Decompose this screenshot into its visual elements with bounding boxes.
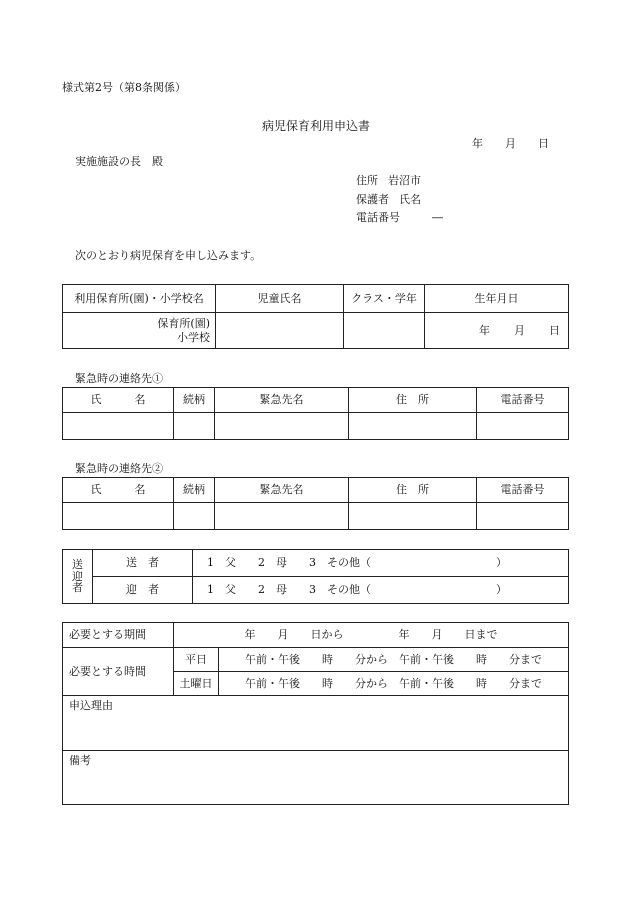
e2-name-cell[interactable] xyxy=(63,503,174,530)
dropoff-close-paren: ） xyxy=(496,556,507,570)
saturday-label: 土曜日 xyxy=(174,672,219,696)
e1-relation-cell[interactable] xyxy=(174,413,215,440)
e2-phone-cell[interactable] xyxy=(477,503,569,530)
e2-contact-name-cell[interactable] xyxy=(215,503,349,530)
school-line1: 保育所(園) xyxy=(157,316,210,330)
dropoff-options-text: 1 父 2 母 3 その他（ xyxy=(207,556,371,570)
emergency2-title: 緊急時の連絡先② xyxy=(75,462,163,475)
guardian-label: 保護者 xyxy=(356,193,389,206)
header-child-name: 児童氏名 xyxy=(216,285,344,313)
notes-cell[interactable] xyxy=(63,751,569,805)
page-title: 病児保育利用申込書 xyxy=(262,119,371,133)
time-label: 必要とする時間 xyxy=(63,648,174,696)
e1-name-cell[interactable] xyxy=(63,413,174,440)
e1-header-contact-name: 緊急先名 xyxy=(215,388,349,413)
dropoff-label: 送 者 xyxy=(93,550,193,577)
e2-header-contact-name: 緊急先名 xyxy=(215,478,349,503)
birth-month: 月 xyxy=(514,323,525,337)
applicant-phone xyxy=(356,212,443,223)
e1-address-cell[interactable] xyxy=(349,413,477,440)
e2-header-name: 氏 名 xyxy=(63,478,174,503)
guardian-name-label: 氏名 xyxy=(399,193,421,206)
date-line xyxy=(472,138,549,149)
applicant-address xyxy=(356,175,421,186)
child-name-cell[interactable] xyxy=(216,313,344,349)
header-school: 利用保育所(園)・小学校名 xyxy=(63,285,216,313)
period-label: 必要とする期間 xyxy=(63,623,174,648)
emergency1-title: 緊急時の連絡先① xyxy=(75,372,163,385)
transport-table xyxy=(62,549,569,604)
e1-header-address: 住 所 xyxy=(349,388,477,413)
transport-side-char-1: 送 xyxy=(72,558,83,572)
reason-cell[interactable] xyxy=(63,696,569,751)
transport-side-char-3: 者 xyxy=(72,581,83,595)
e2-address-cell[interactable] xyxy=(349,503,477,530)
dropoff-options[interactable] xyxy=(193,550,569,577)
pickup-close-paren: ） xyxy=(496,583,507,597)
e2-header-phone: 電話番号 xyxy=(477,478,569,503)
schedule-table xyxy=(62,622,569,805)
pickup-label: 迎 者 xyxy=(93,577,193,604)
class-grade-cell[interactable] xyxy=(344,313,425,349)
birth-day: 日 xyxy=(549,323,560,337)
date-year-label: 年 xyxy=(472,137,483,150)
weekday-time[interactable]: 午前・午後 時 分から 午前・午後 時 分まで xyxy=(219,648,569,672)
address-value: 岩沼市 xyxy=(388,174,421,187)
weekday-label: 平日 xyxy=(174,648,219,672)
e1-header-relation: 続柄 xyxy=(174,388,215,413)
emergency1-table xyxy=(62,387,569,440)
header-class-grade: クラス・学年 xyxy=(344,285,425,313)
e1-header-phone: 電話番号 xyxy=(477,388,569,413)
reason-label: 申込理由 xyxy=(69,699,113,712)
saturday-time[interactable]: 午前・午後 時 分から 午前・午後 時 分まで xyxy=(219,672,569,696)
address-label: 住所 xyxy=(356,174,378,187)
applicant-guardian xyxy=(356,194,421,205)
form-number: 様式第2号（第8条関係） xyxy=(62,81,186,94)
transport-side-char-2: 迎 xyxy=(72,569,83,583)
child-table xyxy=(62,284,569,349)
intro-text: 次のとおり病児保育を申し込みます。 xyxy=(75,249,262,262)
school-cell[interactable] xyxy=(63,313,216,349)
pickup-options[interactable] xyxy=(193,577,569,604)
notes-label: 備考 xyxy=(69,754,91,767)
e1-contact-name-cell[interactable] xyxy=(215,413,349,440)
period-value[interactable]: 年 月 日から 年 月 日まで xyxy=(174,623,569,648)
date-month-label: 月 xyxy=(505,137,516,150)
addressee: 実施施設の長 殿 xyxy=(75,155,163,168)
school-line2: 小学校 xyxy=(177,330,210,344)
emergency2-table xyxy=(62,477,569,530)
e2-relation-cell[interactable] xyxy=(174,503,215,530)
e1-header-name: 氏 名 xyxy=(63,388,174,413)
pickup-options-text: 1 父 2 母 3 その他（ xyxy=(207,583,371,597)
date-day-label: 日 xyxy=(538,137,549,150)
transport-side-label xyxy=(63,550,93,604)
birth-year: 年 xyxy=(479,323,490,337)
phone-dash: ― xyxy=(432,211,443,224)
birthdate-cell[interactable] xyxy=(425,313,569,349)
header-birthdate: 生年月日 xyxy=(425,285,569,313)
e1-phone-cell[interactable] xyxy=(477,413,569,440)
phone-label: 電話番号 xyxy=(356,211,400,224)
e2-header-relation: 続柄 xyxy=(174,478,215,503)
e2-header-address: 住 所 xyxy=(349,478,477,503)
